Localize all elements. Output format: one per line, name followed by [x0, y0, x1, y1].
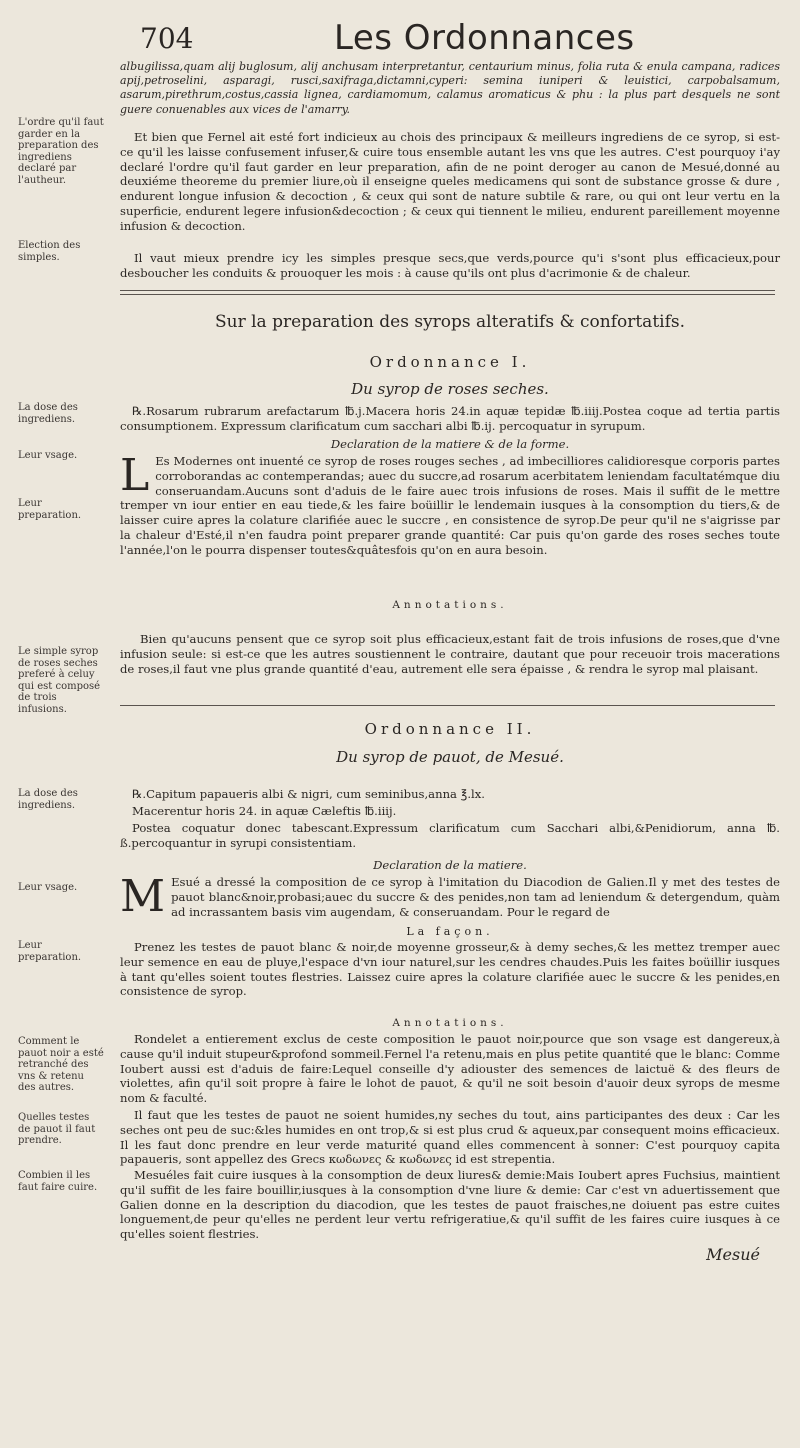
annotation-pauot-noir: Rondelet a entierement exclus de ceste composition le pauot noir,pource que son vsage est dangereux,à cause qu'il induit stupeur&profond sommeil.Fernel l'a retenu,mais en plus petite quantité que le blanc: Comme Ioubert aussi est d'aduis de faire:Lequel conseille d'y adiouster des semences de laictuë & des fleurs de violettes, afin qu'il soit propre à faire le lohot de pauot, & qu'il ne soit besoin d'auoir deux syrops de mesme nom & faculté. — [120, 1032, 780, 1106]
ordonnance-2-declaration — [120, 871, 780, 922]
ordonnance-1-decl-title: Declaration de la matiere & de la forme. — [330, 437, 570, 451]
ordonnance-1-recipe: ℞.Rosarum rubrarum arefactarum ℔.j.Macera horis 24.in aquæ tepidæ ℔.iiij.Postea coque ad tertia partis consumptionem. Expressum clarificatum cum sacchari albi ℔.ij. percoquatur in syrupum. — [120, 404, 780, 433]
margin-note-pauot-noir: Comment le pauot noir a esté retranché des vns & retenu des autres. — [18, 1036, 104, 1094]
ordonnance-2-recipe-line-2: Macerentur horis 24. in aquæ Cæleftis ℔.iiij. — [132, 804, 397, 818]
ordonnance-2-recipe-line-3: Postea coquatur donec tabescant.Expressum clarificatum cum Sacchari albi,&Penidiorum, anna ℔. ß.percoquantur in syrupi consistentiam. — [120, 821, 780, 850]
ordonnance-1-declaration — [120, 450, 780, 558]
section-divider — [120, 290, 775, 295]
paragraph-fernel: Et bien que Fernel ait esté fort indicieux au chois des principaux & meilleurs ingrediens de ce syrop, si est-ce qu'il les laisse confusement infuser,& cuire tous ensemble autant les vns que les autres. C'est pourquoy i'ay declaré l'ordre qu'il faut garder en leur preparation, afin de ne point deroger au canon de Mesué,donné au deuxiéme theoreme du premier liure,où il enseigne queles medicamens qui sont de substance grosse & dure , endurent longue infusion & decoction , & ceux qui sont de nature subtile & rare, ou qui ont leur vertu en la superficie, endurent legere infusion&decoction ; & ceux qui tiennent le milieu, endurent pareillement moyenne infusion & decoction. — [120, 130, 780, 233]
latin-ingredient-list: albugilissa,quam alij buglosum, alij anchusam interpretantur, centaurium minus, folia ruta & enula campana, radices apij,petroselini, asparagi, rusci,saxifraga,dictamni,cyperi: semina iuniperi & leuistici, carpobalsamum, asarum,pirethrum,costus,cassia lignea, cardiamomum, calamus aromaticus & phu : la plus part desquels ne sont guere conuenables aux vices de l'amarry. — [120, 60, 780, 116]
ordonnance-1-subtitle: Du syrop de roses seches. — [351, 380, 549, 398]
margin-note-election: Election des simples. — [18, 240, 81, 263]
margin-note-prep-2: Leur preparation. — [18, 940, 82, 963]
section-title: Sur la preparation des syrops alteratifs & confortatifs. — [214, 312, 686, 332]
ordonnance-2-decl-title: Declaration de la matiere. — [373, 858, 527, 872]
ordonnance-1-annotations-title: Annotations. — [392, 599, 508, 611]
margin-note-simple-syrop: Le simple syrop de roses seches preferé à celuy qui est composé de trois infusions. — [18, 646, 101, 715]
ordonnance-2-subtitle: Du syrop de pauot, de Mesué. — [336, 748, 564, 766]
la-facon-title: La façon. — [406, 925, 494, 938]
margin-note-vsage-2: Leur vsage. — [18, 882, 78, 893]
annotation-testes: Il faut que les testes de pauot ne soient humides,ny seches du tout, ains participantes des deux : Car les seches ont peu de suc:&les humides en ont trop,& si est plus crud & aqueux,par consequent moins efficacieux. Il les faut donc prendre en leur verde maturité quand elles commencent à sonner: C'est pourquoy capita papaueris, sont appellez des Grecs κωδωνες & κωδωνες id est strepentia. — [120, 1108, 780, 1167]
drop-cap-l: L — [120, 450, 150, 501]
margin-note-ordre: L'ordre qu'il faut garder en la preparation des ingrediens declaré par l'autheur. — [18, 117, 104, 186]
ordonnance-1-annotation: Bien qu'aucuns pensent que ce syrop soit plus efficacieux,estant fait de trois infusions de roses,que d'vne infusion seule: si est-ce que les autres soustiennent le contraire, dautant que pour receuoir trois macerations de roses,il faut vne plus grande quantité d'eau, autrement elle sera épaisse , & rendra le syrop mal plaisant. — [120, 632, 780, 676]
ordonnance-2-recipe-line-1: ℞.Capitum papaueris albi & nigri, cum seminibus,anna ℥.lx. — [132, 787, 485, 801]
ordonnance-2-annotations-title: Annotations. — [392, 1017, 508, 1029]
margin-note-testes: Quelles testes de pauot il faut prendre. — [18, 1112, 96, 1147]
ordonnance-1-declaration-text: Es Modernes ont inuenté ce syrop de roses rouges seches , ad imbecilliores calidioresque corporis partes corroborandas ac contemperandas; auec du succre,ad rosarum acerbitatem leniendam facultatémque diu conseruandam.Aucuns sont d'aduis de le faire auec trois infusions de roses. Mais il suffit de le mettre tremper vn iour entier en eau tiede,& les faire boüillir le lendemain iusques à la consomption du tiers,& de laisser cuire apres la colature clarifiée auec le succre , en consistence de syrop.De peur qu'il ne s'aigrisse par la chaleur d'Esté,il n'en faudra point preparer grande quantité: Car puis qu'on garde des roses seches toute l'année,l'on le pourra dispenser toutes&quâtesfois qu'on en aura besoin. — [120, 454, 780, 557]
paragraph-simples: Il vaut mieux prendre icy les simples presque secs,que verds,pource qu'i s'sont plus efficacieux,pour desboucher les conduits & prouoquer les mois : à cause qu'ils ont plus d'acrimonie & de chaleur. — [120, 251, 780, 280]
drop-cap-m: M — [120, 871, 166, 922]
margin-note-vsage-1: Leur vsage. — [18, 450, 78, 461]
ordonnance-divider — [120, 705, 775, 706]
catchword: Mesué — [706, 1245, 760, 1264]
annotation-cuisson: Mesuéles fait cuire iusques à la consomption de deux liures& demie:Mais Ioubert apres Fuchsius, maintient qu'il suffit de les faire bouillir,iusques à la consomption d'vne liure & demie: Car c'est vn aduertissement que Galien donne en la description du diacodion, que les testes de pauot fraisches,ne doiuent pas estre cuites longuement,de peur qu'elles ne perdent leur vertu refrigeratiue,& qu'il suffit de les faires cuire iusques à ce qu'elles soient flestries. — [120, 1168, 780, 1242]
margin-note-cuisson: Combien il les faut faire cuire. — [18, 1170, 98, 1193]
margin-note-prep-1: Leur preparation. — [18, 498, 82, 521]
running-title: Les Ordonnances — [334, 18, 635, 58]
ordonnance-2-declaration-text: Esué a dressé la composition de ce syrop à l'imitation du Diacodion de Galien.Il y met des testes de pauot blanc&noir,probasi;auec du succre & des penides,non tam ad leniendum & detergendum, quàm ad incrassantem basis vim augendam, & conseruandam. Pour le regard de — [171, 875, 780, 919]
page-number: 704 — [140, 22, 194, 55]
margin-note-dose-2: La dose des ingrediens. — [18, 788, 78, 811]
margin-note-dose-1: La dose des ingrediens. — [18, 402, 78, 425]
la-facon-body: Prenez les testes de pauot blanc & noir,de moyenne grosseur,& à demy seches,& les mettez tremper auec leur semence en eau de pluye,l'espace d'vn iour naturel,sur les cendres chaudes.Puis les faites boüillir iusques à tant qu'elles soient toutes flestries. Laissez cuire apres la colature clarifiée auec le succre & les penides,en consistence de syrop. — [120, 940, 780, 999]
ordonnance-1-heading: Ordonnance I. — [369, 353, 531, 371]
ordonnance-2-heading: Ordonnance II. — [364, 720, 536, 738]
